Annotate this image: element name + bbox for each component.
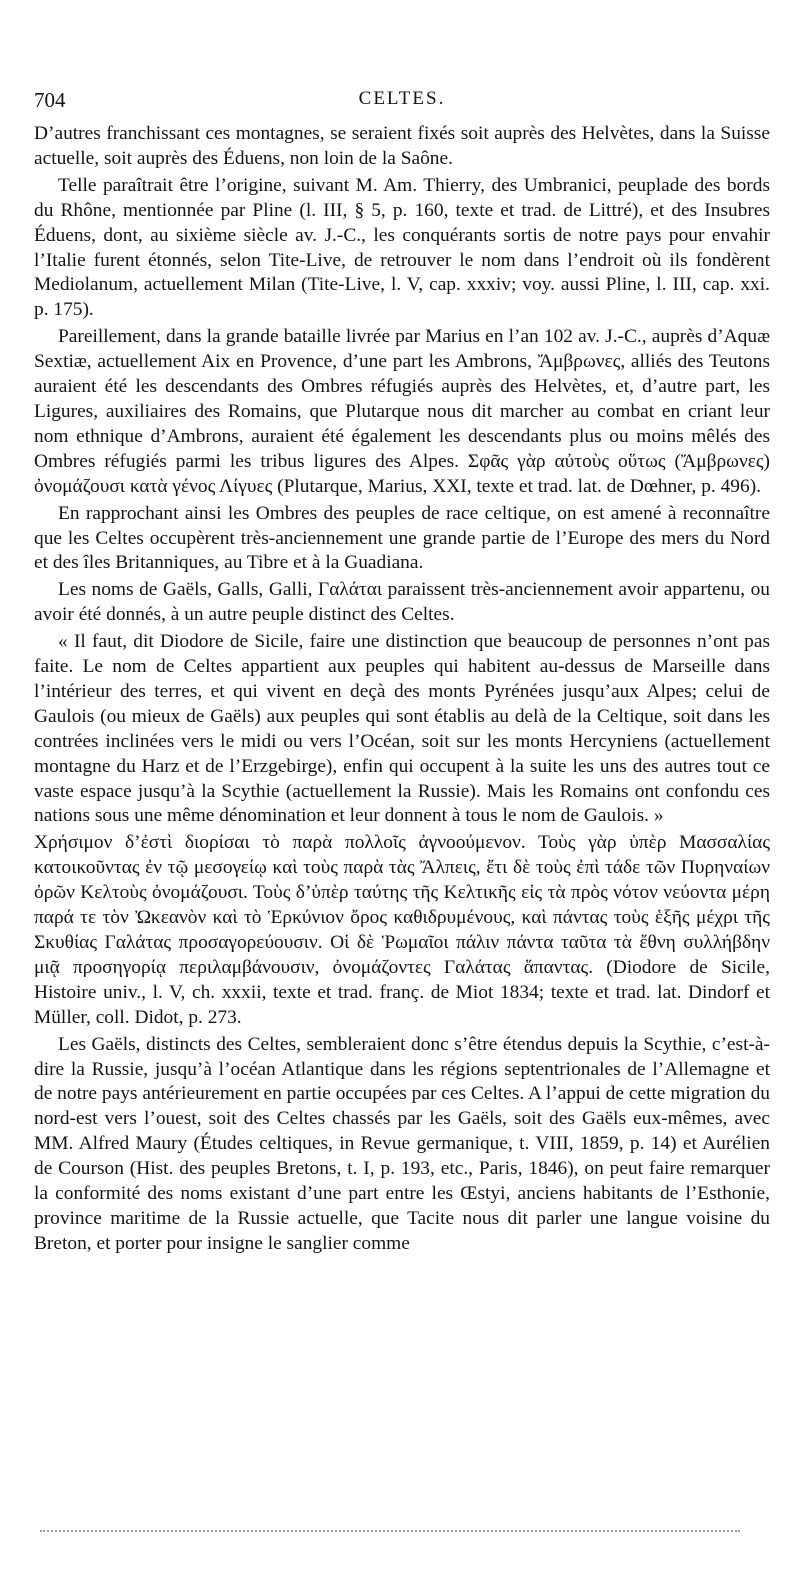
paragraph: En rapprochant ainsi les Ombres des peuples de race celtique, on est amené à reconnaître que les Celtes occupèrent très-anciennement une grande partie de l’Europe des mers du Nord et des îles Britanniques, au Tibre et à la Guadiana. <box>34 502 770 574</box>
page-header <box>34 88 770 118</box>
paragraph: Les noms de Gaëls, Galls, Galli, Γαλάται paraissent très-anciennement avoir appartenu, ou avoir été donnés, à un autre peuple distinct des Celtes. <box>34 579 770 626</box>
page-number: 704 <box>34 88 66 112</box>
paragraph: Pareillement, dans la grande bataille livrée par Marius en l’an 102 av. J.-C., auprès d’Aquæ Sextiæ, actuellement Aix en Provence, d’une part les Ambrons, Ἄμβρωνες, alliés des Teutons auraient été les descendants des Ombres réfugiés auprès des Helvètes, et, d’autre part, les Ligures, auxiliaires des Romains, que Plutarque nous dit marcher au combat en criant leur nom ethnique d’Ambrons, auraient été également les descendants plus ou moins mêlés des Ombres réfugiés parmi les tribus ligures des Alpes. Σφᾶς γὰρ αὐτοὺς οὕτως (Ἄμβρωνες) ὀνομάζουσι κατὰ γένος Λίγυες (Plutarque, Marius, XXI, texte et trad. lat. de Dœhner, p. 496). <box>34 326 770 497</box>
paragraph: D’autres franchissant ces montagnes, se seraient fixés soit auprès des Helvètes, dans la Suisse actuelle, soit auprès des Éduens, non loin de la Saône. <box>34 123 770 169</box>
paragraph: Les Gaëls, distincts des Celtes, sembleraient donc s’être étendus depuis la Scythie, c’est-à-dire la Russie, jusqu’à l’océan Atlantique dans les régions septentrionales de l’Allemagne et de notre pays antérieurement en partie occupées par ces Celtes. A l’appui de cette migration du nord-est vers l’ouest, soit des Celtes chassés par les Gaëls, soit des Gaëls eux-mêmes, avec MM. Alfred Maury (Études celtiques, in Revue germanique, t. VIII, 1859, p. 14) et Aurélien de Courson (Hist. des peuples Bretons, t. I, p. 193, etc., Paris, 1846), on peut faire remarquer la conformité des noms existant d’une part entre les Œstyi, anciens habitants de l’Esthonie, province maritime de la Russie actuelle, que Tacite nous dit parler une langue voisine du Breton, et porter pour insigne le sanglier comme <box>34 1033 770 1254</box>
body-text <box>34 122 770 1259</box>
paragraph: Telle paraîtrait être l’origine, suivant M. Am. Thierry, des Umbranici, peuplade des bords du Rhône, mentionnée par Pline (l. III, § 5, p. 160, texte et trad. de Littré), et des Insubres Éduens, dont, au sixième siècle av. J.-C., les conquérants sortis de notre pays pour envahir l’Italie furent étonnés, selon Tite-Live, de retrouver le nom dans l’endroit où ils fondèrent Mediolanum, actuellement Milan (Tite-Live, l. V, cap. xxxiv; voy. aussi Pline, l. III, cap. xxi. p. 175). <box>34 174 770 321</box>
quotation-paragraph: « Il faut, dit Diodore de Sicile, faire une distinction que beaucoup de personnes n’ont pas faite. Le nom de Celtes appartient aux peuples qui habitent au-dessus de Marseille dans l’intérieur des terres, et qui vivent en deçà des monts Pyrénées jusqu’aux Alpes; celui de Gaulois (ou mieux de Gaëls) aux peuples qui sont établis au delà de la Celtique, soit dans les contrées inclinées vers le midi ou vers l’Océan, soit sur les monts Hercyniens (actuellement montagne du Harz et de l’Erzgebirge), enfin qui occupent à la suite les uns des autres tout ce vaste espace jusqu’à la Scythie (actuellement la Russie). Mais les Romains ont confondu ces nations sous une même dénomination et leur donnent à tous le nom de Gaulois. » <box>34 631 770 827</box>
greek-quotation: Χρήσιμον δ’ἐστὶ διορίσαι τὸ παρὰ πολλοῖς ἀγνοούμενον. Τοὺς γὰρ ὑπὲρ Μασσαλίας κατοικοῦντας ἐν τῷ μεσογείῳ καὶ τοὺς παρὰ τὰς Ἄλπεις, ἔτι δὲ τοὺς ἐπὶ τάδε τῶν Πυρηναίων ὀρῶν Κελτοὺς ὀνομάζουσι. Τοὺς δ’ὑπὲρ ταύτης τῆς Κελτικῆς εἰς τὰ πρὸς νότον νεύοντα μέρη παρά τε τὸν Ὠκεανὸν καὶ τὸ Ἑρκύνιον ὄρος καθιδρυμένους, καὶ πάντας τοὺς ἑξῆς μέχρι τῆς Σκυθίας Γαλάτας προσαγορεύουσιν. Οἱ δὲ Ῥωμαῖοι πάλιν πάντα ταῦτα τὰ ἔθνη συλλήβδην μιᾷ προσηγορίᾳ περιλαμβάνουσιν, ὀνομάζοντες Γαλάτας ἅπαντας. (Diodore de Sicile, Histoire univ., l. V, ch. xxxii, texte et trad. franç. de Miot 1834; texte et trad. lat. Dindorf et Müller, coll. Didot, p. 273. <box>34 832 770 1028</box>
running-title: CELTES. <box>358 88 446 109</box>
footer-dotted-rule <box>40 1530 740 1532</box>
